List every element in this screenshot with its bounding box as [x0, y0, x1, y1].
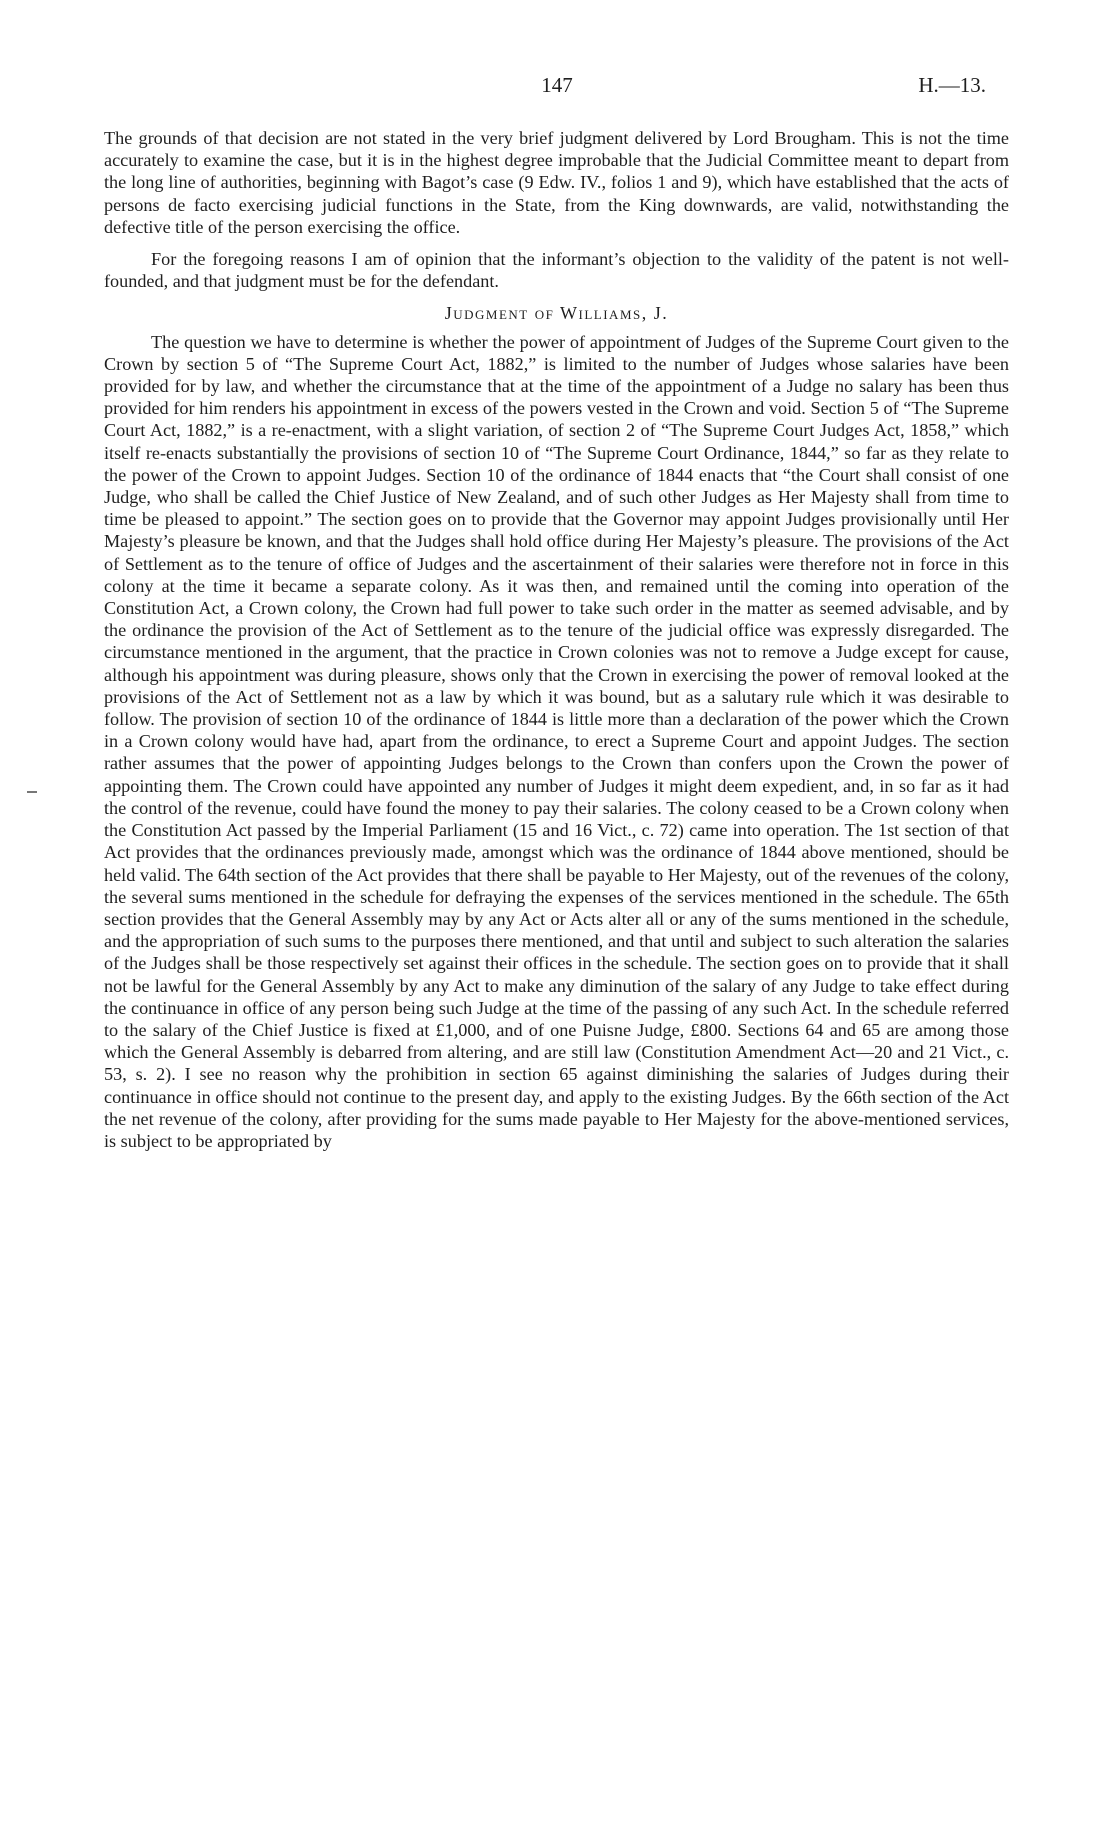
section-heading: Judgment of Williams, J. [444, 303, 669, 324]
margin-mark [27, 791, 37, 793]
paragraph-williams-judgment: The question we have to determine is whether the power of appointment of Judges of the Supreme Court given to the Crown by section 5 of “The Supreme Court Act, 1882,” is limited to the number of Judges whose salaries have been provided for by law, and whether the circumstance that at the time of the appointment of a Judge no salary has been thus provided for him renders his appointment in excess of the powers vested in the Crown and void. Section 5 of “The Supreme Court Act, 1882,” is a re-enactment, with a slight variation, of section 2 of “The Supreme Court Judges Act, 1858,” which itself re-enacts substantially the provisions of section 10 of “The Supreme Court Ordinance, 1844,” so far as they relate to the power of the Crown to appoint Judges. Section 10 of the ordinance of 1844 enacts that “the Court shall consist of one Judge, who shall be called the Chief Justice of New Zealand, and of such other Judges as Her Majesty shall from time to time be pleased to appoint.” The section goes on to provide that the Governor may appoint Judges provisionally until Her Majesty’s pleasure be known, and that the Judges shall hold office during Her Majesty’s pleasure. The provisions of the Act of Settlement as to the tenure of office of Judges and the ascertainment of their salaries were therefore not in force in this colony at the time it became a separate colony. As it was then, and remained until the coming into operation of the Constitution Act, a Crown colony, the Crown had full power to take such order in the matter as seemed advisable, and by the ordinance the provision of the Act of Settlement as to the tenure of the judicial office was expressly disregarded. The circumstance mentioned in the argument, that the practice in Crown colonies was not to remove a Judge except for cause, although his appointment was during pleasure, shows only that the Crown in exercising the power of removal looked at the provisions of the Act of Settlement not as a law by which it was bound, but as a salutary rule which it was desirable to follow. The provision of section 10 of the ordinance of 1844 is little more than a declaration of the power which the Crown in a Crown colony would have had, apart from the ordinance, to erect a Supreme Court and appoint Judges. The section rather assumes that the power of appointing Judges belongs to the Crown than confers upon the Crown the power of appointing them. The Crown could have appointed any number of Judges it might deem expedient, and, in so far as it had the control of the revenue, could have found the money to pay their salaries. The colony ceased to be a Crown colony when the Constitution Act passed by the Imperial Parliament (15 and 16 Vict., c. 72) came into operation. The 1st section of that Act provides that the ordinances previously made, amongst which was the ordinance of 1844 above mentioned, should be held valid. The 64th section of the Act provides that there shall be payable to Her Majesty, out of the revenues of the colony, the several sums mentioned in the schedule for defraying the expenses of the services mentioned in the schedule. The 65th section provides that the General Assembly may by any Act or Acts alter all or any of the sums mentioned in the schedule, and the appropriation of such sums to the purposes there mentioned, and that until and subject to such alteration the salaries of the Judges shall be those respectively set against their offices in the schedule. The section goes on to provide that it shall not be lawful for the General Assembly by any Act to make any diminution of the salary of any Judge to take effect during the continuance in office of any person being such Judge at the time of the passing of any such Act. In the schedule referred to the salary of the Chief Justice is fixed at £1,000, and of one Puisne Judge, £800. Sections 64 and 65 are among those which the General Assembly is debarred from altering, and are still law (Constitution Amendment Act—20 and 21 Vict., c. 53, s. 2). I see no reason why the prohibition in section 65 against diminishing the salaries of Judges during their continuance in office should not continue to the present day, and apply to the existing Judges. By the 66th section of the Act the net revenue of the colony, after providing for the sums made payable to Her Majesty for the above-mentioned services, is subject to be appropriated by [104, 331, 1009, 1151]
page-number: 147 [541, 73, 573, 97]
document-reference: H.—13. [918, 73, 986, 97]
paragraph-brougham: The grounds of that decision are not stated in the very brief judgment delivered by Lord Brougham. This is not the time accurately to examine the case, but it is in the highest degree improbable that the Judicial Committee meant to depart from the long line of authorities, beginning with Bagot’s case (9 Edw. IV., folios 1 and 9), which have established that the acts of persons de facto exercising judicial functions in the State, from the King downwards, are valid, notwithstanding the defective title of the person exercising the office. [104, 128, 1009, 237]
document-body [104, 127, 1009, 1152]
paragraph-conclusion: For the foregoing reasons I am of opinion that the informant’s objection to the validity of the patent is not well-founded, and that judgment must be for the defendant. [104, 249, 1009, 292]
